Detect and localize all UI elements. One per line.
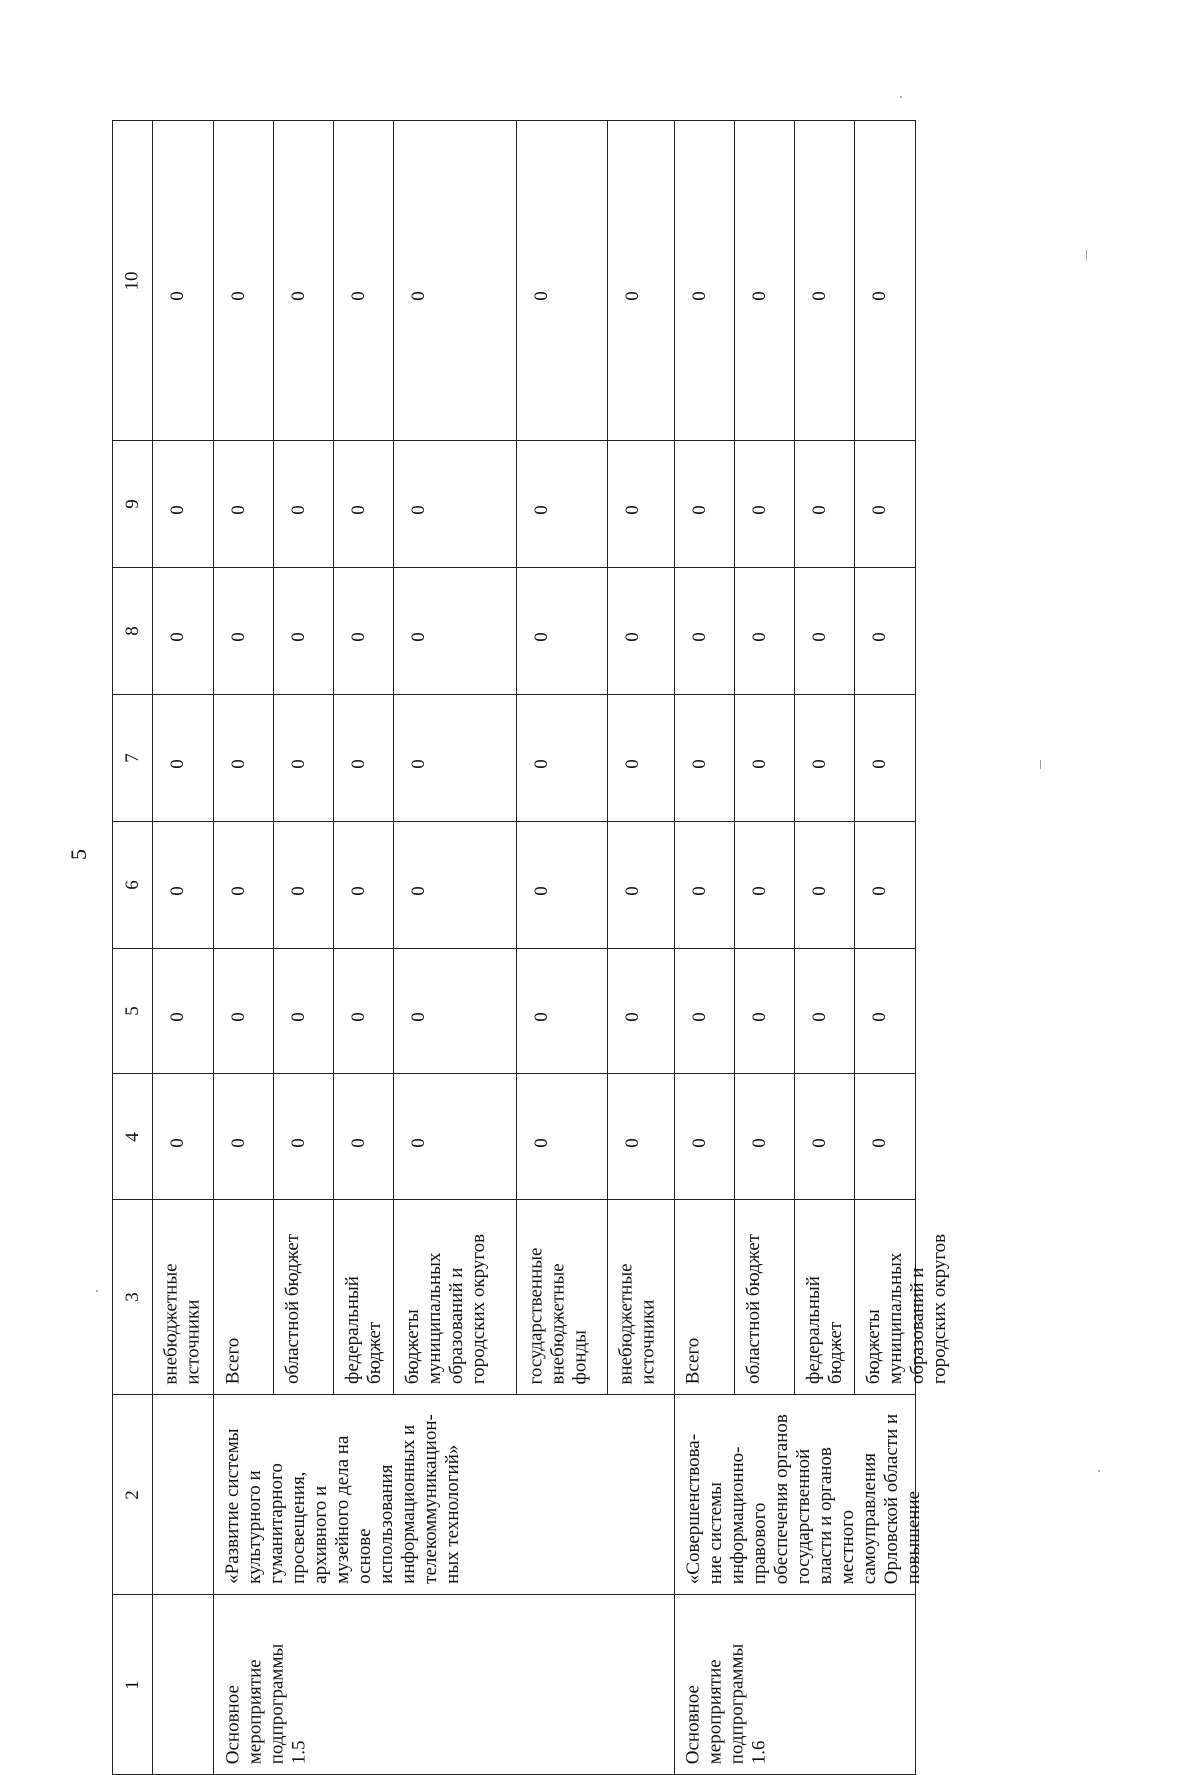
row-9-col-10: 0 — [735, 121, 795, 441]
scan-speck — [1040, 760, 1041, 769]
row-9-col-6: 0 — [735, 822, 795, 949]
row-10-col-8: 0 — [794, 568, 855, 695]
row-3-col-9: 0 — [273, 441, 334, 568]
row-3-col-5: 0 — [273, 949, 334, 1074]
row-4-col-6: 0 — [334, 822, 394, 949]
row-8-col-9: 0 — [674, 441, 735, 568]
scan-speck — [1086, 250, 1087, 260]
row-6-col-9: 0 — [517, 441, 608, 568]
row-3-col-6: 0 — [273, 822, 334, 949]
row-5-col-6: 0 — [393, 822, 516, 949]
row-6-col-5: 0 — [517, 949, 608, 1074]
row-11-col-9: 0 — [855, 441, 916, 568]
header-cell-5: 5 — [113, 949, 153, 1074]
row-11-col-6: 0 — [855, 822, 916, 949]
row-6-col-7: 0 — [517, 695, 608, 822]
row-9-col-5: 0 — [735, 949, 795, 1074]
header-cell-2: 2 — [113, 1395, 153, 1595]
row-10-col-9: 0 — [794, 441, 855, 568]
row-1-col-4: 0 — [152, 1074, 214, 1200]
row-10-col-7: 0 — [794, 695, 855, 822]
row-5-col-5: 0 — [393, 949, 516, 1074]
header-cell-8: 8 — [113, 568, 153, 695]
row-4-col-8: 0 — [334, 568, 394, 695]
scan-speck — [1098, 1470, 1100, 1472]
row-7-col-10: 0 — [607, 121, 674, 441]
row-6-funding-source: государственные внебюджетные фонды — [517, 1200, 608, 1395]
row-1-measure-name — [152, 1595, 214, 1775]
row-10-col-10: 0 — [794, 121, 855, 441]
row-5-funding-source: бюджеты муниципальных образований и городских округов — [393, 1200, 516, 1395]
row-4-col-7: 0 — [334, 695, 394, 822]
row-7-col-6: 0 — [607, 822, 674, 949]
row-2-col-6: 0 — [214, 822, 274, 949]
row-9-funding-source: областной бюджет — [735, 1200, 795, 1395]
row-7-col-9: 0 — [607, 441, 674, 568]
header-cell-7: 7 — [113, 695, 153, 822]
row-11-col-7: 0 — [855, 695, 916, 822]
row-2-col-4: 0 — [214, 1074, 274, 1200]
row-8-col-8: 0 — [674, 568, 735, 695]
header-cell-9: 9 — [113, 441, 153, 568]
row-6-col-6: 0 — [517, 822, 608, 949]
row-11-col-4: 0 — [855, 1074, 916, 1200]
row-4-col-4: 0 — [334, 1074, 394, 1200]
row-8-col-7: 0 — [674, 695, 735, 822]
group-1-5-measure-title: «Развитие системы культурного и гуманитарного просвещения, архивного и музейного дела на основе использования информационных и телекоммуникацион- ных технологий» — [214, 1395, 675, 1595]
row-1-col-9: 0 — [152, 441, 214, 568]
header-cell-1: 1 — [113, 1595, 153, 1775]
row-8-col-5: 0 — [674, 949, 735, 1074]
budget-table — [112, 120, 1031, 1775]
row-8-col-10: 0 — [674, 121, 735, 441]
row-1-funding-source: внебюджетные источники — [152, 1200, 214, 1395]
row-3-col-8: 0 — [273, 568, 334, 695]
row-2-col-9: 0 — [214, 441, 274, 568]
header-cell-3: 3 — [113, 1200, 153, 1395]
row-7-col-5: 0 — [607, 949, 674, 1074]
group-1-5-measure-name: Основное мероприятие подпрограммы 1.5 — [214, 1595, 675, 1775]
row-6-col-10: 0 — [517, 121, 608, 441]
row-2-col-7: 0 — [214, 695, 274, 822]
row-7-col-4: 0 — [607, 1074, 674, 1200]
row-1-measure-title — [152, 1395, 214, 1595]
row-2-col-10: 0 — [214, 121, 274, 441]
row-3-col-10: 0 — [273, 121, 334, 441]
row-9-col-8: 0 — [735, 568, 795, 695]
row-7-col-8: 0 — [607, 568, 674, 695]
row-9-col-9: 0 — [735, 441, 795, 568]
row-4-col-5: 0 — [334, 949, 394, 1074]
row-1-col-6: 0 — [152, 822, 214, 949]
row-4-funding-source: федеральный бюджет — [334, 1200, 394, 1395]
row-3-col-7: 0 — [273, 695, 334, 822]
row-11-col-5: 0 — [855, 949, 916, 1074]
row-11-col-8: 0 — [855, 568, 916, 695]
scan-speck — [96, 1290, 98, 1292]
row-10-funding-source: федеральный бюджет — [794, 1200, 855, 1395]
row-11-funding-source: бюджеты муниципальных образований и городских округов — [855, 1200, 916, 1395]
row-3-funding-source: областной бюджет — [273, 1200, 334, 1395]
row-8-col-4: 0 — [674, 1074, 735, 1200]
row-9-col-4: 0 — [735, 1074, 795, 1200]
row-1-col-8: 0 — [152, 568, 214, 695]
row-1-col-7: 0 — [152, 695, 214, 822]
row-9-col-7: 0 — [735, 695, 795, 822]
row-2-col-5: 0 — [214, 949, 274, 1074]
row-11-col-10: 0 — [855, 121, 916, 441]
row-8-col-6: 0 — [674, 822, 735, 949]
row-5-col-9: 0 — [393, 441, 516, 568]
header-cell-6: 6 — [113, 822, 153, 949]
row-2-col-8: 0 — [214, 568, 274, 695]
header-cell-4: 4 — [113, 1074, 153, 1200]
row-10-col-4: 0 — [794, 1074, 855, 1200]
row-5-col-7: 0 — [393, 695, 516, 822]
row-5-col-10: 0 — [393, 121, 516, 441]
header-cell-10: 10 — [113, 121, 153, 441]
row-6-col-4: 0 — [517, 1074, 608, 1200]
row-5-col-8: 0 — [393, 568, 516, 695]
row-4-col-10: 0 — [334, 121, 394, 441]
row-2-funding-source: Всего — [214, 1200, 274, 1395]
row-8-funding-source: Всего — [674, 1200, 735, 1395]
group-1-6-measure-name: Основное мероприятие подпрограммы 1.6 — [674, 1595, 915, 1775]
row-6-col-8: 0 — [517, 568, 608, 695]
row-1-col-10: 0 — [152, 121, 214, 441]
row-1-col-5: 0 — [152, 949, 214, 1074]
row-7-funding-source: внебюджетные источники — [607, 1200, 674, 1395]
group-1-6-measure-title: «Совершенствова- ние системы информационно- правового обеспечения органов государственной власти и органов местного самоуправления Орловской области и повышение — [674, 1395, 915, 1595]
row-7-col-7: 0 — [607, 695, 674, 822]
row-5-col-4: 0 — [393, 1074, 516, 1200]
row-10-col-5: 0 — [794, 949, 855, 1074]
scan-speck — [900, 96, 902, 98]
row-4-col-9: 0 — [334, 441, 394, 568]
row-10-col-6: 0 — [794, 822, 855, 949]
row-3-col-4: 0 — [273, 1074, 334, 1200]
page-number: 5 — [66, 849, 91, 860]
